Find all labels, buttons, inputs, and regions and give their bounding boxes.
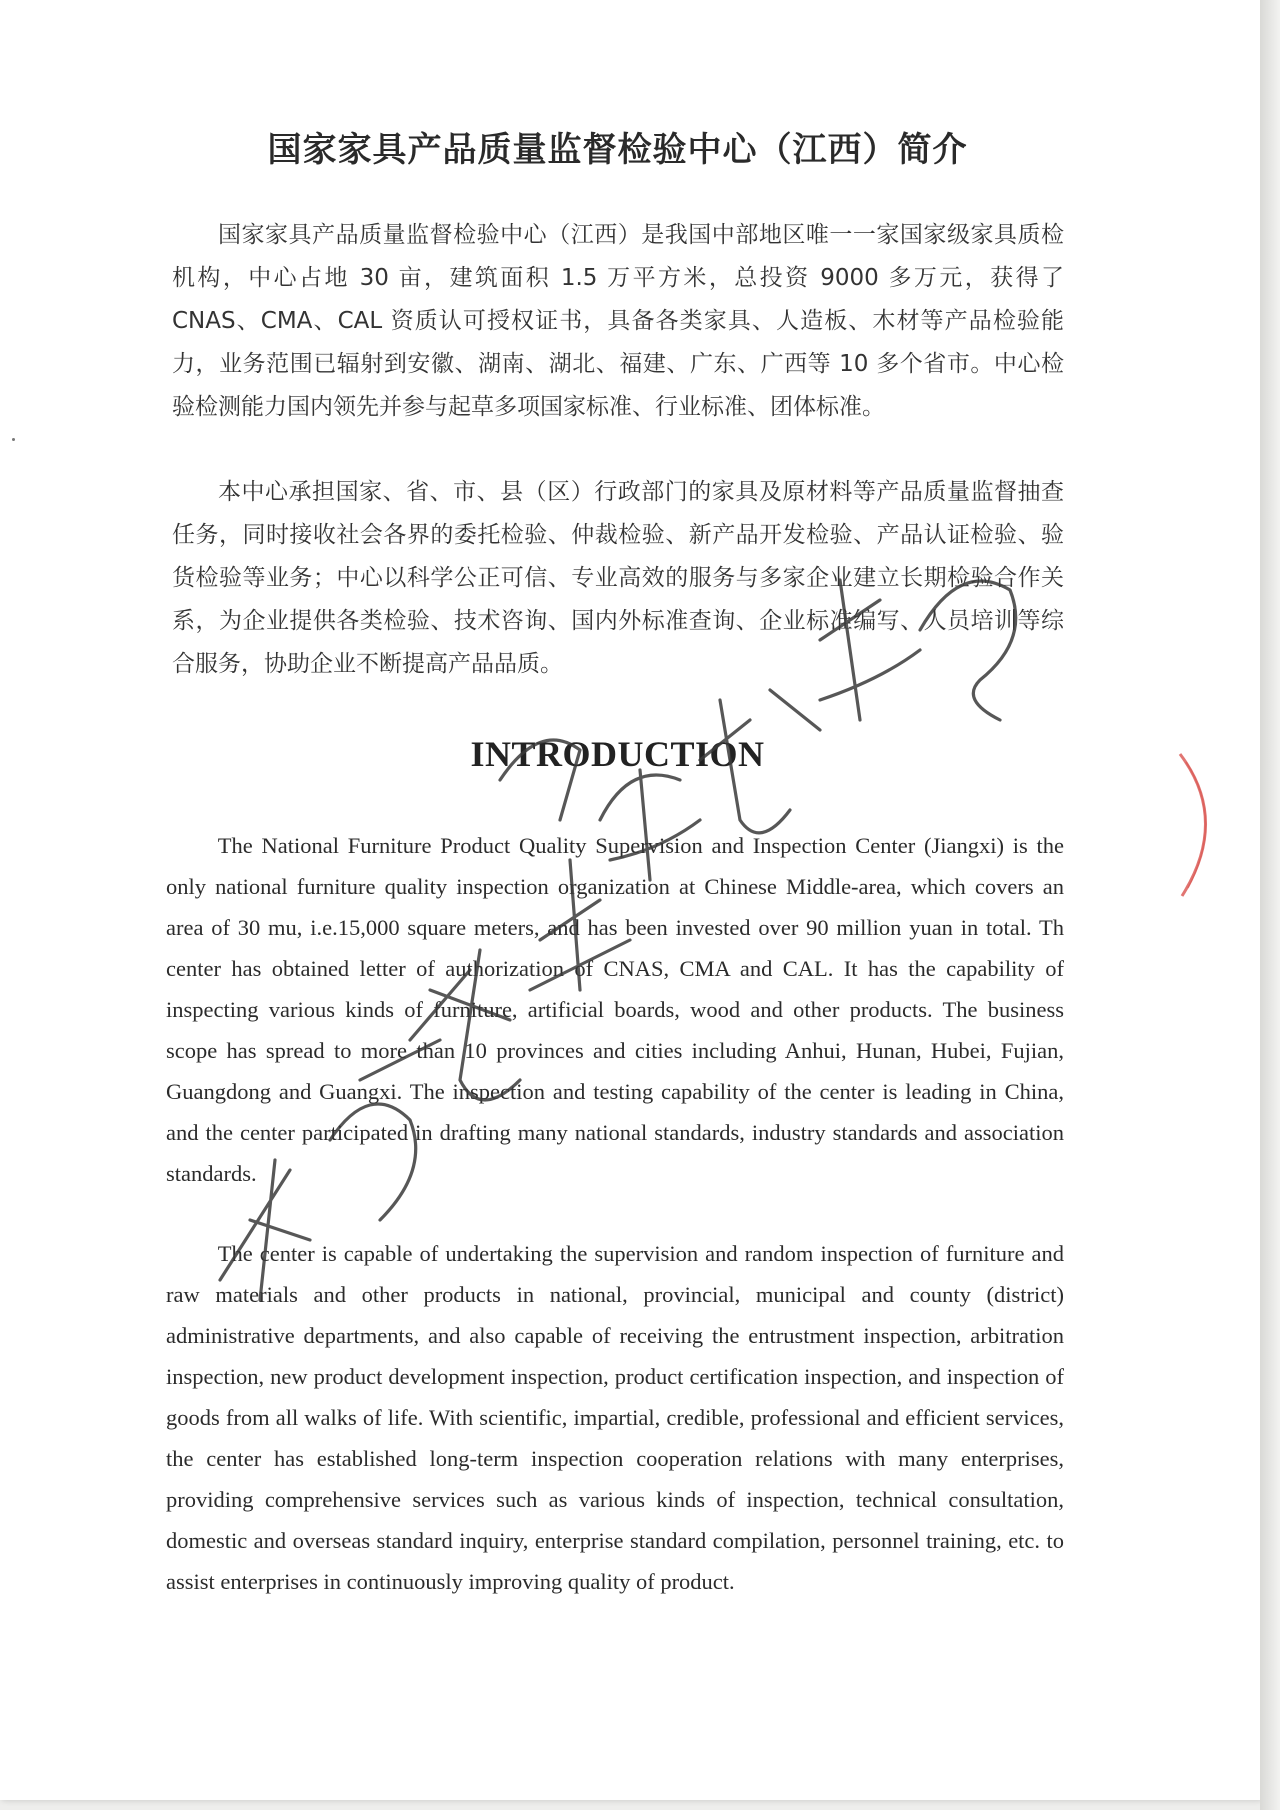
page-edge bbox=[1260, 0, 1280, 1810]
chinese-paragraph-2: 本中心承担国家、省、市、县（区）行政部门的家具及原材料等产品质量监督抽查任务，同时接收社会各界的委托检验、仲裁检验、新产品开发检验、产品认证检验、验货检验等业务；中心以科学公正可信、专业高效的服务与多家企业建立长期检验合作关系，为企业提供各类检验、技术咨询、国内外标准查询、企业标准编写、人员培训等综合服务，协助企业不断提高产品品质。 bbox=[172, 479, 1064, 677]
scan-speck bbox=[12, 438, 15, 441]
chinese-paragraph-1: 国家家具产品质量监督检验中心（江西）是我国中部地区唯一一家国家级家具质检机构，中心占地 30 亩，建筑面积 1.5 万平方米，总投资 9000 多万元，获得了 CNAS、CMA、CAL 资质认可授权证书，具备各类家具、人造板、木材等产品检验能力，业务范围已辐射到安徽、湖南、湖北、福建、广东、广西等 10 多个省市。中心检验检测能力国内领先并参与起草多项国家标准、行业标准、团体标准。 bbox=[172, 222, 1064, 420]
english-title: INTRODUCTION bbox=[470, 734, 765, 774]
chinese-title: 国家家具产品质量监督检验中心（江西）简介 bbox=[267, 130, 968, 170]
english-paragraph-1: The National Furniture Product Quality Supervision and Inspection Center (Jiangxi) is the only national furniture quality inspection organization at Chinese Middle-area, which covers an area of 30 mu, i.e.15,000 square meters, and has been invested over 90 million yuan in total. Th center has obtained letter of authorization of CNAS, CMA and CAL. It has the capability of inspecting various kinds of furniture, artificial boards, wood and other products. The business scope has spread to more than 10 provinces and cities including Anhui, Hunan, Hubei, Fujian, Guangdong and Guangxi. The inspection and testing capability of the center is leading in China, and the center participated in drafting many national standards, industry standards and association standards. bbox=[166, 833, 1064, 1186]
english-paragraph-2: The center is capable of undertaking the supervision and random inspection of furniture and raw materials and other products in national, provincial, municipal and county (district) administrative departments, and also capable of receiving the entrustment inspection, arbitration inspection, new product development inspection, product certification inspection, and inspection of goods from all walks of life. With scientific, impartial, credible, professional and efficient services, the center has established long-term inspection cooperation relations with many enterprises, providing comprehensive services such as various kinds of inspection, technical consultation, domestic and overseas standard inquiry, enterprise standard compilation, personnel training, etc. to assist enterprises in continuously improving quality of product. bbox=[166, 1241, 1064, 1594]
red-stamp-fragment bbox=[1172, 750, 1232, 900]
